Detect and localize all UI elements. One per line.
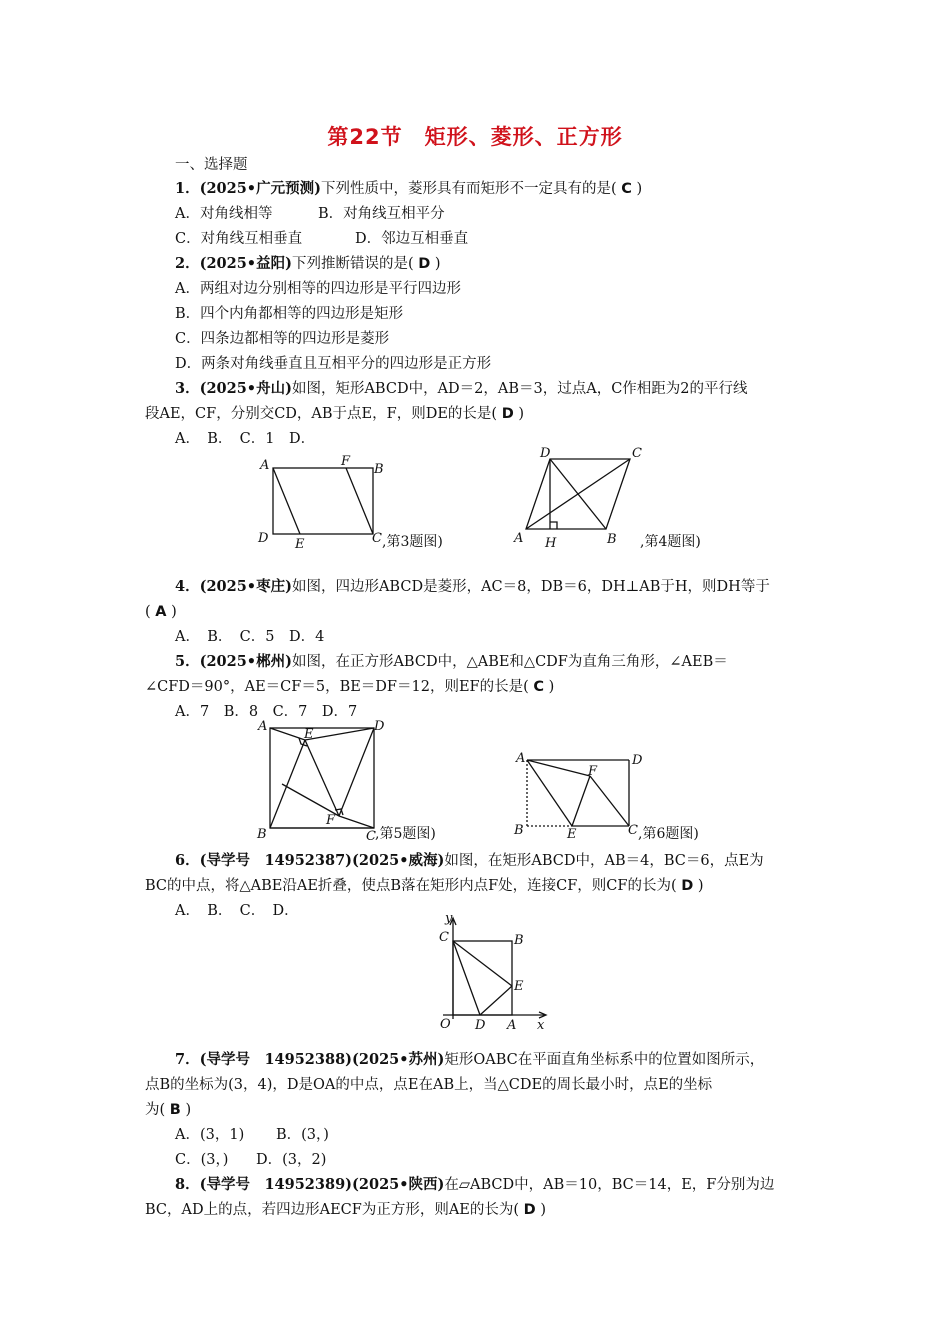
label-b: B <box>257 827 267 842</box>
question-text: 为( <box>145 1102 166 1118</box>
question-number: 6． <box>175 852 200 869</box>
label-c: C <box>366 829 376 844</box>
question-8-stem-cont <box>145 1200 546 1220</box>
question-number: 2． <box>175 255 200 272</box>
question-text: 如图，矩形ABCD中，AD＝2，AB＝3，过点A，C作相距为2的平行线 <box>291 381 748 397</box>
figure-caption: ,第6题图) <box>638 826 699 842</box>
question-4-options: A． B． C．5 D．4 <box>175 629 325 645</box>
figure-caption: ,第3题图) <box>382 534 443 550</box>
label-d: D <box>374 719 385 734</box>
figure-4 <box>510 443 740 553</box>
label-a: A <box>514 531 524 546</box>
question-text: ∠CFD＝90°，AE＝CF＝5，BE＝DF＝12，则EF的长是( <box>145 679 529 695</box>
question-4-answer <box>145 602 177 622</box>
option-d: D．(3，2) <box>256 1152 327 1168</box>
question-number: 4． <box>175 578 200 595</box>
paren: ) <box>434 256 441 272</box>
question-1-stem <box>175 179 642 199</box>
figure-3 <box>250 452 480 552</box>
option-c: C．四条边都相等的四边形是菱形 <box>175 331 390 347</box>
label-f: F <box>341 454 351 469</box>
answer: A <box>155 604 167 620</box>
question-text: BC的中点，将△ABE沿AE折叠，使点B落在矩形内点F处，连接CF，则CF的长为( <box>145 878 677 894</box>
question-source: (2025•广元预测) <box>199 180 321 197</box>
question-source: (导学号 14952388)(2025•苏州) <box>199 1051 445 1068</box>
question-source: (2025•益阳) <box>199 255 292 272</box>
answer: C <box>533 679 545 695</box>
option-b: B．(3，) <box>276 1127 329 1143</box>
label-d: D <box>475 1018 486 1033</box>
label-a: A <box>507 1018 517 1033</box>
label-d: D <box>258 531 269 546</box>
question-number: 1． <box>175 180 200 197</box>
label-c: C <box>628 823 638 838</box>
label-b: B <box>514 823 524 838</box>
paren: ) <box>548 679 555 695</box>
question-source: (导学号 14952387)(2025•威海) <box>199 852 445 869</box>
question-7-answer <box>145 1100 191 1120</box>
label-d: D <box>632 753 643 768</box>
question-text: 在▱ABCD中，AB＝10，BC＝14，E，F分别为边 <box>444 1177 775 1193</box>
answer: D <box>501 406 514 422</box>
label-y: y <box>445 911 453 926</box>
label-b: B <box>514 933 524 948</box>
question-text: 如图，四边形ABCD是菱形，AC＝8，DB＝6，DH⊥AB于H，则DH等于 <box>291 579 770 595</box>
question-text: BC，AD上的点，若四边形AECF为正方形，则AE的长为( <box>145 1202 520 1218</box>
question-number: 3． <box>175 380 200 397</box>
question-number: 7． <box>175 1051 200 1068</box>
question-3-stem <box>175 379 748 399</box>
label-b: B <box>607 532 617 547</box>
option-a: A．两组对边分别相等的四边形是平行四边形 <box>175 281 461 297</box>
question-5-options: A．7 B．8 C．7 D．7 <box>175 704 358 720</box>
option-d: D．两条对角线垂直且互相平分的四边形是正方形 <box>175 356 492 372</box>
question-8-stem <box>175 1175 774 1195</box>
option-b: B．对角线互相平分 <box>318 206 445 222</box>
label-h: H <box>545 536 557 551</box>
question-5-stem <box>175 652 728 672</box>
question-text: 下列性质中，菱形具有而矩形不一定具有的是( <box>320 181 617 197</box>
answer: D <box>681 878 694 894</box>
answer: D <box>418 256 431 272</box>
figure-caption: ,第5题图) <box>375 826 436 842</box>
question-text: 段AE，CF，分别交CD，AB于点E，F，则DE的长是( <box>145 406 498 422</box>
paren: ) <box>697 878 704 894</box>
label-c: C <box>372 531 382 546</box>
answer: D <box>523 1202 536 1218</box>
question-source: (2025•舟山) <box>199 380 292 397</box>
label-e: E <box>295 537 305 552</box>
label-e: E <box>304 727 314 742</box>
label-e: E <box>514 979 524 994</box>
paren: ) <box>540 1202 546 1218</box>
answer: B <box>169 1102 181 1118</box>
section-heading: 一、选择题 <box>175 157 248 173</box>
label-a: A <box>516 751 526 766</box>
question-number: 5． <box>175 653 200 670</box>
question-number: 8． <box>175 1176 200 1193</box>
paren: ) <box>185 1102 192 1118</box>
page-title: 第22节 矩形、菱形、正方形 <box>327 125 623 149</box>
question-4-stem <box>175 577 770 597</box>
figure-7 <box>425 912 565 1034</box>
label-a: A <box>260 458 270 473</box>
question-7-stem-cont: 点B的坐标为(3，4)，D是OA的中点，点E在AB上，当△CDE的周长最小时，点E的坐标 <box>145 1077 713 1093</box>
label-f: F <box>326 813 336 828</box>
option-c: C．(3，) <box>175 1152 229 1168</box>
question-text: 矩形OABC在平面直角坐标系中的位置如图所示， <box>444 1052 765 1068</box>
question-source: (2025•枣庄) <box>199 578 292 595</box>
figure-6 <box>510 748 740 844</box>
option-b: B．四个内角都相等的四边形是矩形 <box>175 306 404 322</box>
question-3-stem-cont <box>145 404 524 424</box>
question-6-stem-cont <box>145 876 704 896</box>
question-5-stem-cont <box>145 677 554 697</box>
label-a: A <box>258 719 268 734</box>
question-2-stem <box>175 254 441 274</box>
paren: ) <box>518 406 525 422</box>
question-6-options: A． B． C． D． <box>175 903 299 919</box>
question-text: 下列推断错误的是( <box>291 256 414 272</box>
question-source: (导学号 14952389)(2025•陕西) <box>199 1176 445 1193</box>
label-c: C <box>632 446 642 461</box>
question-source: (2025•郴州) <box>199 653 292 670</box>
label-x: x <box>537 1018 545 1033</box>
question-text: 如图，在矩形ABCD中，AB＝4，BC＝6，点E为 <box>444 853 764 869</box>
paren: ) <box>171 604 177 620</box>
question-3-options: A． B． C．1 D． <box>175 431 316 447</box>
paren: ) <box>636 181 643 197</box>
label-f: F <box>588 764 598 779</box>
option-a: A．(3，1) <box>175 1127 245 1143</box>
label-b: B <box>374 462 384 477</box>
question-6-stem <box>175 851 764 871</box>
answer: C <box>621 181 632 197</box>
label-d: D <box>540 446 551 461</box>
figure-caption: ,第4题图) <box>640 534 701 550</box>
paren: ( <box>145 604 151 620</box>
question-7-stem <box>175 1050 764 1070</box>
option-d: D．邻边互相垂直 <box>355 231 469 247</box>
label-c: C <box>439 930 449 945</box>
question-text: 如图，在正方形ABCD中，△ABE和△CDF为直角三角形，∠AEB＝ <box>291 654 728 670</box>
figure-5 <box>250 718 480 844</box>
option-c: C．对角线互相垂直 <box>175 231 303 247</box>
label-e: E <box>567 827 577 842</box>
label-o: O <box>440 1017 451 1032</box>
option-a: A．对角线相等 <box>175 206 273 222</box>
